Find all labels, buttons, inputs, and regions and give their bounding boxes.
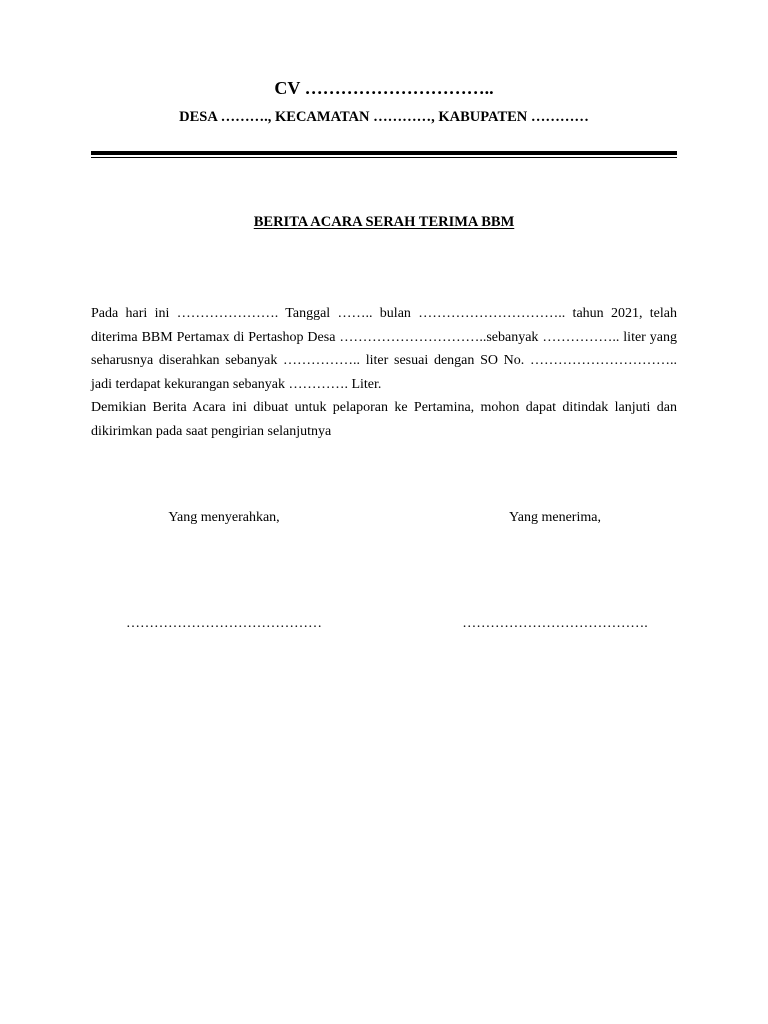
body-paragraph-1: Pada hari ini …………………. Tanggal …….. bulan ………………………….. tahun 2021, telah diterima BBM Pertamax di Pertashop Desa …………………………..sebanyak …………….. liter yang seharusnya diserahkan sebanyak …………….. liter sesuai dengan SO No. ………………………….. jadi terdapat kekurangan sebanyak …………. Liter.	[91, 306, 677, 392]
letterhead-divider-thick	[91, 151, 677, 155]
company-name: CV …………………………..	[274, 78, 494, 98]
sender-signature-label: Yang menyerahkan,	[168, 510, 280, 525]
body-paragraph-2: Demikian Berita Acara ini dibuat untuk pelaporan ke Pertamina, mohon dapat ditindak lanjuti dan dikirimkan pada saat pengirian selanjutnya	[91, 400, 677, 439]
document-title	[0, 212, 768, 232]
letterhead-divider-thin	[91, 157, 677, 158]
sender-signature-line: ……………………………………	[126, 616, 322, 631]
company-address: DESA ………., KECAMATAN …………, KABUPATEN …………	[179, 109, 589, 125]
document-body	[91, 302, 677, 443]
receiver-signature-line: ………………………………….	[462, 616, 648, 631]
receiver-signature-label: Yang menerima,	[509, 510, 601, 525]
document-title-text: BERITA ACARA SERAH TERIMA BBM	[253, 214, 515, 230]
